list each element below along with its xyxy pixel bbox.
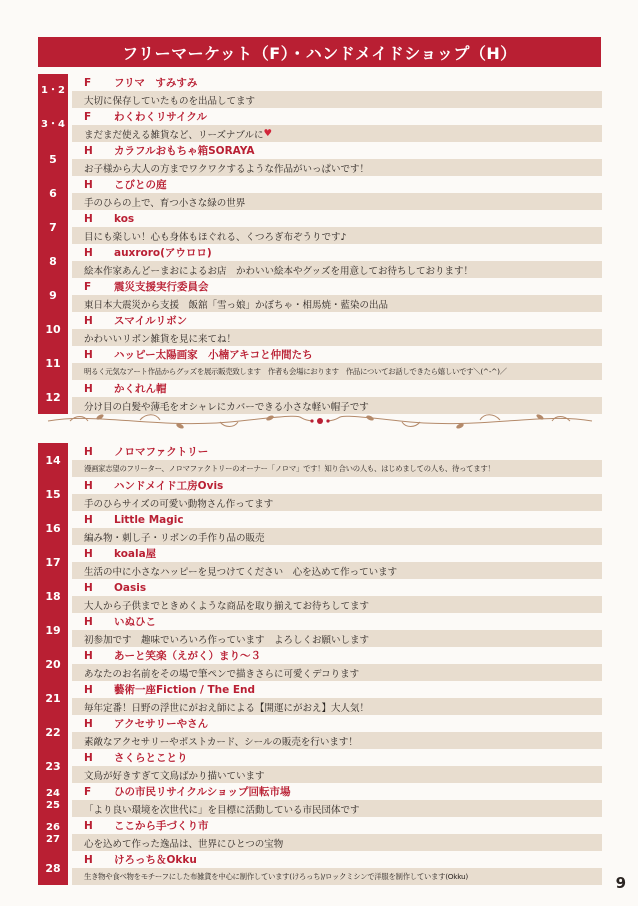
shop-name: kos <box>114 212 135 225</box>
entry-number: 19 <box>38 613 68 647</box>
shop-name: フリマ すみすみ <box>114 77 198 89</box>
entry-number: 8 <box>38 244 68 278</box>
entry-number: 1・2 <box>38 74 68 108</box>
list-item <box>38 613 602 647</box>
shop-description: お子様から大人の方までワクワクするような作品がいっぱいです！ <box>72 159 602 176</box>
shop-name: ここから手づくり市 <box>114 820 209 832</box>
entry-number: 23 <box>38 749 68 783</box>
shop-name-row <box>72 715 602 732</box>
shop-name: けろっち＆Okku <box>114 854 197 866</box>
shop-description: 初参加です 趣味でいろいろ作っています よろしくお願いします <box>72 630 602 647</box>
list-item <box>38 244 602 278</box>
shop-type: H <box>84 246 93 259</box>
list-item <box>38 749 602 783</box>
list-item <box>38 346 602 380</box>
entry-number: 17 <box>38 545 68 579</box>
entry-number: 7 <box>38 210 68 244</box>
shop-type: H <box>84 819 93 832</box>
shop-type: H <box>84 348 93 361</box>
shop-name-row <box>72 244 602 261</box>
entry-number: 12 <box>38 380 68 414</box>
shop-name: auxroro(アウロロ) <box>114 247 212 259</box>
shop-type: F <box>84 76 92 89</box>
list-item <box>38 511 602 545</box>
shop-type: H <box>84 212 93 225</box>
shop-name: さくらとことり <box>114 752 188 764</box>
shop-type: H <box>84 513 93 526</box>
shop-type: H <box>84 717 93 730</box>
list-item <box>38 715 602 749</box>
shop-type: H <box>84 853 93 866</box>
shop-type: F <box>84 280 92 293</box>
shop-type: H <box>84 581 93 594</box>
shop-name-row <box>72 108 602 125</box>
shop-name-row <box>72 477 602 494</box>
shop-type: H <box>84 751 93 764</box>
list-item <box>38 278 602 312</box>
shop-name: Oasis <box>114 581 147 594</box>
shop-name-row <box>72 511 602 528</box>
shop-type: H <box>84 314 93 327</box>
shop-description: 漫画家志望のフリーター、ノロマファクトリーのオーナー「ノロマ」です！知り合いの人も、はじめましての人も、待ってます！ <box>72 460 602 477</box>
shop-description: 素敵なアクセサリーやポストカード、シールの販売を行います！ <box>72 732 602 749</box>
page-number: 9 <box>615 874 626 892</box>
entry-number: 20 <box>38 647 68 681</box>
shop-description: 大人から子供までときめくような商品を取り揃えてお待ちしてます <box>72 596 602 613</box>
shop-type: H <box>84 683 93 696</box>
list-item <box>38 210 602 244</box>
shop-name: Little Magic <box>114 513 184 526</box>
list-item <box>38 477 602 511</box>
entry-number: 14 <box>38 443 68 477</box>
entry-number: 16 <box>38 511 68 545</box>
shop-description: 生き物や食べ物をモチーフにした布雑貨を中心に制作しています(けろっち)/ロックミシンで洋服を制作しています(Okku) <box>72 868 602 885</box>
shop-description: 生活の中に小さなハッピーを見つけてください 心を込めて作っています <box>72 562 602 579</box>
ornamental-divider-icon <box>40 408 600 434</box>
shop-name-row <box>72 380 602 397</box>
shop-type: H <box>84 479 93 492</box>
entry-number: 28 <box>38 851 68 885</box>
shop-description: 東日本大震災から支援 飯舘「雪っ娘」かぼちゃ・相馬焼・藍染の出品 <box>72 295 602 312</box>
shop-name: ノロマファクトリー <box>114 446 209 458</box>
list-item <box>38 74 602 108</box>
shop-name-row <box>72 817 602 834</box>
shop-name-row <box>72 74 602 91</box>
entry-number: 10 <box>38 312 68 346</box>
entry-number: 9 <box>38 278 68 312</box>
shop-description: 絵本作家あんどーまおによるお店 かわいい絵本やグッズを用意してお待ちしております！ <box>72 261 602 278</box>
shop-description-text: まだまだ使える雑貨など、リーズナブルに <box>84 129 264 141</box>
shop-type: H <box>84 144 93 157</box>
shop-name: ハッピー太陽画家 小楠アキコと仲間たち <box>114 349 313 361</box>
entry-number: 26 27 <box>38 817 68 851</box>
shop-description: 手のひらサイズの可愛い動物さん作ってます <box>72 494 602 511</box>
entry-number: 15 <box>38 477 68 511</box>
list-item <box>38 142 602 176</box>
shop-name: 震災支援実行委員会 <box>114 281 209 293</box>
shop-description: 文鳥が好きすぎて文鳥ばかり描いています <box>72 766 602 783</box>
list-item <box>38 783 602 817</box>
shop-name-row <box>72 278 602 295</box>
shop-name-row <box>72 312 602 329</box>
list-item <box>38 647 602 681</box>
shop-type: H <box>84 615 93 628</box>
shop-name: カラフルおもちゃ箱SORAYA <box>114 145 255 157</box>
shop-name-row <box>72 579 602 596</box>
entry-number: 21 <box>38 681 68 715</box>
entry-number: 18 <box>38 579 68 613</box>
shop-name: 藝術一座Fiction / The End <box>114 684 256 696</box>
shop-type: F <box>84 110 92 123</box>
list-item <box>38 443 602 477</box>
shop-name-row <box>72 545 602 562</box>
shop-description: 毎年定番！日野の浮世にがおえ師による【開運にがおえ】大人気！ <box>72 698 602 715</box>
shop-name-row <box>72 443 602 460</box>
shop-name: ひの市民リサイクルショップ回転市場 <box>114 786 291 798</box>
shop-name: こびとの庭 <box>114 179 167 191</box>
shop-name: かくれん帽 <box>114 383 167 395</box>
shop-description: 心を込めて作った逸品は、世界にひとつの宝物 <box>72 834 602 851</box>
page-title: フリーマーケット（F）・ハンドメイドショップ（H） <box>38 37 601 67</box>
entry-number: 24 25 <box>38 783 68 817</box>
shop-description: 手のひらの上で、育つ小さな緑の世界 <box>72 193 602 210</box>
list-item <box>38 176 602 210</box>
shop-description: 明るく元気なアート作品からグッズを展示販売致します 作者も会場におります 作品についてお話しできたら嬉しいです＼(^-^)／ <box>72 363 602 380</box>
list-item <box>38 312 602 346</box>
entry-number: 5 <box>38 142 68 176</box>
list-item <box>38 545 602 579</box>
shop-name-row <box>72 647 602 664</box>
list-item <box>38 681 602 715</box>
shop-name-row <box>72 681 602 698</box>
shop-description: かわいいリボン雑貨を見に来てね！ <box>72 329 602 346</box>
shop-description <box>72 125 602 142</box>
shop-name-row <box>72 142 602 159</box>
shop-name-row <box>72 851 602 868</box>
shop-name-row <box>72 176 602 193</box>
shop-type: H <box>84 382 93 395</box>
shop-type: H <box>84 445 93 458</box>
shop-name-row <box>72 749 602 766</box>
shop-name: ハンドメイド工房Ovis <box>114 480 224 492</box>
shop-type: H <box>84 649 93 662</box>
shop-description: 目にも楽しい！心も身体もほぐれる、くつろぎ布ぞうりです♪ <box>72 227 602 244</box>
shop-description: 編み物・刺し子・リボンの手作り品の販売 <box>72 528 602 545</box>
shop-name: アクセサリーやさん <box>114 718 209 730</box>
shop-type: H <box>84 178 93 191</box>
shop-description: 分け目の白髪や薄毛をオシャレにカバーできる小さな軽い帽子です <box>72 397 602 414</box>
entry-number: 6 <box>38 176 68 210</box>
entry-number: 22 <box>38 715 68 749</box>
shop-name: いぬひこ <box>114 616 156 628</box>
list-item <box>38 851 602 885</box>
heart-icon: ♥ <box>263 128 272 139</box>
entry-number: 3・4 <box>38 108 68 142</box>
list-item <box>38 579 602 613</box>
shop-name: スマイルリボン <box>114 315 188 327</box>
shop-name-row <box>72 613 602 630</box>
shop-name-row <box>72 346 602 363</box>
shop-name-row <box>72 783 602 800</box>
shop-type: H <box>84 547 93 560</box>
shop-name: あーと笑楽（えがく）まり〜３ <box>114 650 261 662</box>
shop-type: F <box>84 785 92 798</box>
shop-name-row <box>72 210 602 227</box>
shop-name: koala屋 <box>114 548 157 560</box>
shop-description: 大切に保存していたものを出品してます <box>72 91 602 108</box>
list-item <box>38 817 602 851</box>
list-item <box>38 108 602 142</box>
shop-description: 「より良い環境を次世代に」を目標に活動している市民団体です <box>72 800 602 817</box>
shop-name: わくわくリサイクル <box>114 111 208 123</box>
shop-description: あなたのお名前をその場で筆ペンで描きさらに可愛くデコります <box>72 664 602 681</box>
entry-number: 11 <box>38 346 68 380</box>
